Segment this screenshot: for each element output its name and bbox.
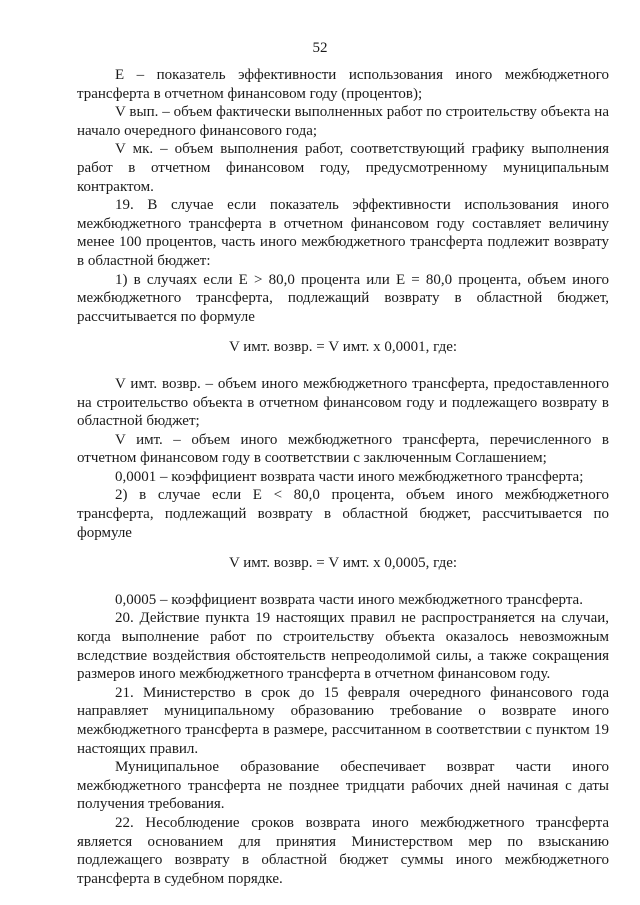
paragraph-v-vozvr-definition: V имт. возвр. – объем иного межбюджетного трансферта, предоставленного на строительство объекта в отчетном финансовом году и подлежащего возврату в областной бюджет; xyxy=(77,375,609,430)
paragraph-v-mk-definition: V мк. – объем выполнения работ, соответствующий графику выполнения работ в отчетном финансовом году, предусмотренному муниципальным контрактом. xyxy=(77,141,609,195)
paragraph-v-vyp-definition: V вып. – объем фактически выполненных работ по строительству объекта на начало очередного финансового года; xyxy=(77,104,609,139)
paragraph-municipal-return: Муниципальное образование обеспечивает возврат части иного межбюджетного трансферта не позднее тридцати рабочих дней начиная с даты получения требования. xyxy=(77,759,609,813)
paragraph-item-19-2: 2) в случае если Е < 80,0 процента, объем иного межбюджетного трансферта, подлежащий возврату в областной бюджет, рассчитывается по формуле xyxy=(77,487,609,541)
formula-2: V имт. возвр. = V имт. x 0,0005, где: xyxy=(228,555,458,572)
paragraph-item-19-1: 1) в случаях если Е > 80,0 процента или Е = 80,0 процента, объем иного межбюджетного трансферта, подлежащий возврату в областной бюджет, рассчитывается по формуле xyxy=(77,271,609,325)
paragraph-item-22: 22. Несоблюдение сроков возврата иного межбюджетного трансферта является основанием для принятия Министерством мер по взысканию подлежащего возврату в областной бюджет суммы иного межбюджетного трансферта в судебном порядке. xyxy=(77,814,609,887)
formula-1: V имт. возвр. = V имт. x 0,0001, где: xyxy=(228,339,458,356)
paragraph-e-definition: Е – показатель эффективности использования иного межбюджетного трансферта в отчетном финансовом году (процентов); xyxy=(77,67,609,102)
paragraph-coefficient-0005: 0,0005 – коэффициент возврата части иного межбюджетного трансферта. xyxy=(115,591,583,608)
paragraph-coefficient-0001: 0,0001 – коэффициент возврата части иного межбюджетного трансферта; xyxy=(115,468,584,485)
paragraph-item-20: 20. Действие пункта 19 настоящих правил не распространяется на случаи, когда выполнение работ по строительству объекта оказалось невозможным вследствие воздействия обстоятельств непреодолимой силы, а также сокращения размеров иного межбюджетного трансферта в отчетном финансовом году. xyxy=(77,610,609,683)
document-body xyxy=(77,66,609,888)
paragraph-item-19: 19. В случае если показатель эффективности использования иного межбюджетного трансферта в отчетном финансовом году составляет величину менее 100 процентов, часть иного межбюджетного трансферта подлежит возврату в областной бюджет: xyxy=(77,197,609,269)
page-number: 52 xyxy=(312,40,328,56)
paragraph-v-imt-definition: V имт. – объем иного межбюджетного трансферта, перечисленного в отчетном финансовом году в соответствии с заключенным Соглашением; xyxy=(77,431,609,467)
paragraph-item-21: 21. Министерство в срок до 15 февраля очередного финансового года направляет муниципальному образованию требование о возврате иного межбюджетного трансферта в размере, рассчитанном в соответствии с пунктом 19 настоящих правил. xyxy=(77,684,609,757)
